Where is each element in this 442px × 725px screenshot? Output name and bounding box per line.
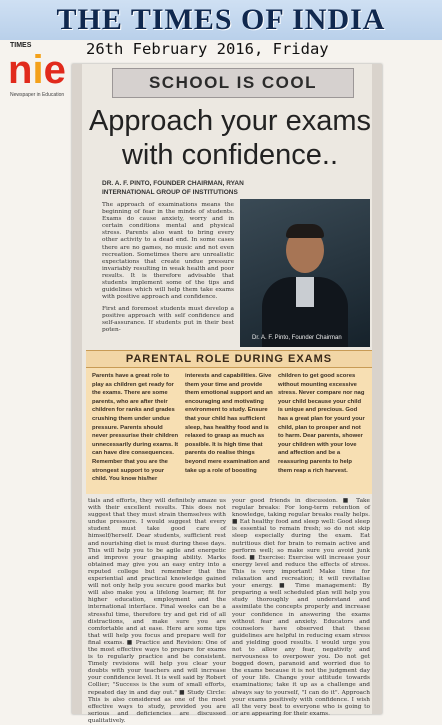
parental-role-banner: PARENTAL ROLE DURING EXAMS bbox=[86, 350, 372, 368]
logo-tagline: Newspaper in Education bbox=[10, 92, 65, 98]
photo-caption: Dr. A. F. Pinto, Founder Chairman bbox=[252, 335, 342, 341]
publication-date: 26th February 2016, Friday bbox=[86, 40, 329, 58]
logo-times-text: TIMES bbox=[10, 42, 32, 49]
lower-right-column: your good friends in discussion. ■ Take regular breaks: For long-term retention of knowledge, taking regular breaks really helps. ■ Eat healthy food and sleep well: Good sleep is essential to remain fresh; so do not skip sleep especially during the exam. Eat nutritious diet for brain to remain active and perform well; so make sure you avoid junk food. ■ Exercise: Exercise will increase your energy level and reduce the effects of stress. This is very important! Make time for relaxation and recreation; it will revitalise your energy. ■ Time management: By preparing a well scheduled plan will help you study thoroughly and understand and assimilate the concepts properly and increase your confidence in answering the exams without fear and anxiety. Educators and counselors have observed that these guidelines are helpful in reducing exam stress and yielding good results. I would urge you not to allow any fear, negativity and nervousness to overpower you. Do not get bogged down, paranoid and worried due to the exams because it is not the judgment day of your life. Change your attitude towards examinations; take it up as a challenge and always say to yourself, "I can do it". Approach your exams positively with confidence. I wish all the very best to everyone who is going to or are appearing for their exams. bbox=[232, 498, 370, 717]
headline-line-2: with confidence.. bbox=[121, 139, 338, 171]
parental-role-box bbox=[86, 368, 372, 494]
section-heading: SCHOOL IS COOL bbox=[112, 68, 354, 98]
box-column-3: children to get good scores without mounting excessive stress. Never compare nor nag your child because your child is unique and precious. God has a great plan for yourd your child, plan to prosper and not to harm. Dear parents, shower your children with your love and affection and be a reassuring parents to help them reap a rich harvest. bbox=[278, 373, 365, 474]
left-margin-strip bbox=[72, 64, 82, 714]
headline-line-1: Approach your exams bbox=[88, 105, 372, 137]
article-clipping bbox=[72, 64, 382, 724]
photo-hair bbox=[286, 224, 324, 238]
article-headline bbox=[86, 104, 374, 172]
intro-paragraph: The approach of examinations means the beginning of fear in the minds of students. Exams do cause anxiety, worry and in certain conditions mental and physical stress. Parents also want to bring every other activity to a dead end. In some cases there are no games, no music and not even recreation. Sometimes there are unrealistic expectations that create undue pressure invariably resulting in weak health and poor results. It is therefore advisable that students implement some of the tips and guidelines which will help them take exams with positive approach and confidence. bbox=[102, 202, 234, 301]
logo-letter-e: e bbox=[43, 48, 66, 92]
box-column-2: interests and capabilities. Give them your time and provide them emotional support and an encouraging and motivating environment to study. Ensure that your child has sufficient sleep, has healthy food and is relaxed to grasp as much as possible. It is high time that parents do realise things beyond mere examination and take up a role of boosting bbox=[185, 373, 273, 474]
masthead-title: THE TIMES OF INDIA bbox=[56, 3, 386, 36]
photo-shirt bbox=[296, 277, 314, 307]
newspaper-masthead bbox=[0, 0, 442, 40]
logo-letter-i: i bbox=[32, 48, 44, 92]
intro-paragraph-2: First and foremost students must develop a positive approach with self confidence and self-assurance. If students put in their best poten- bbox=[102, 306, 234, 334]
article-byline bbox=[102, 179, 282, 197]
byline-line-1: DR. A. F. PINTO, FOUNDER CHAIRMAN, RYAN bbox=[102, 180, 244, 187]
logo-letter-n: n bbox=[8, 48, 33, 92]
byline-line-2: INTERNATIONAL GROUP OF INSTITUTIONS bbox=[102, 189, 238, 196]
lower-left-column: tials and efforts, they will definitely amaze us with their excellent results. This does not suggest that they must strain themselves with undue pressure. I would suggest that every student must take good care of himself/herself. Dear students, sufficient rest and nourishing diet is must during these days. This will help you to be agile and energetic and improve your grasping ability. Marks obtained may give you an easy entry into a reputed college but remember that the experiential and practical knowledge gained will not only help you secure good marks but will also make you a lifelong learner, fit for higher education, employment and the international interface. Final weeks can be a stressful time, therefore try and get rid of all distractions, and make sure you are comfortable and at ease. Here are some tips that will help you focus and prepare well for final exams. ■ Practice and Revision: One of the most effective ways to prepare for exams is to regularly practice and be consistent. Timely revisions will help you clear your doubts with your teachers and will increase your confidence level. It is well said by Robert Collier; "Success is the sum of small efforts, repeated day in and day out." ■ Study Circle: This is also considered as one of the most effective ways to study, provided you are serious and deficiencies are discussed qualitatively. bbox=[88, 498, 226, 724]
box-column-1: Parents have a great role to play as children get ready for the exams. There are some parents, who are after their children for ranks and grades crushing them under undue pressure. Parents should never pressurise their children unnecessarily during exams. It can have dire consequences. Remember that you are the strongest support to your child. You know his/her bbox=[92, 373, 179, 483]
logo-nie-mark bbox=[8, 50, 66, 90]
nie-logo bbox=[8, 42, 76, 104]
author-photo bbox=[240, 199, 370, 347]
